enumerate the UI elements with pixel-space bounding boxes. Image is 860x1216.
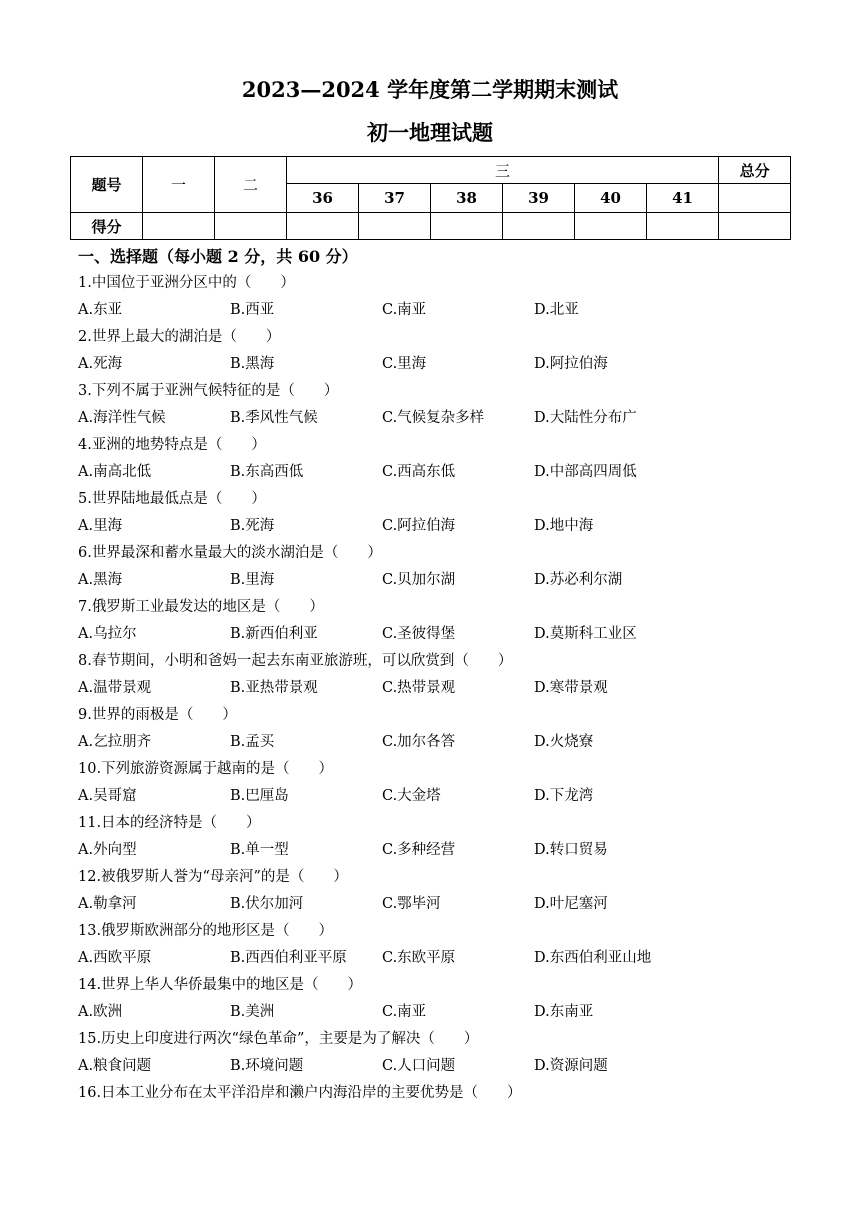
section-title: 一、选择题（每小题 2 分，共 60 分）: [78, 247, 358, 266]
option-d: D.北亚: [534, 302, 579, 318]
question-options: [78, 891, 798, 918]
option-a: A.外向型: [78, 842, 137, 858]
question-options: [78, 999, 798, 1026]
question-text: 1.中国位于亚洲分区中的（ ）: [78, 275, 295, 291]
question-list: [78, 270, 798, 1107]
score-cell: [359, 213, 431, 240]
question-options: [78, 351, 798, 378]
option-a: A.乞拉朋齐: [78, 734, 152, 750]
option-b: B.里海: [230, 572, 275, 588]
option-d: D.苏必利尔湖: [534, 572, 623, 588]
option-a: A.南高北低: [78, 464, 152, 480]
score-table-col-3: 三: [287, 157, 719, 184]
option-c: C.西高东低: [382, 464, 456, 480]
option-a: A.温带景观: [78, 680, 152, 696]
exam-subtitle: 初一地理试题: [367, 120, 493, 145]
option-a: A.海洋性气候: [78, 410, 166, 426]
option-c: C.东欧平原: [382, 950, 456, 966]
score-table-subcol: 39: [503, 184, 575, 213]
option-b: B.季风性气候: [230, 410, 318, 426]
question-options: [78, 837, 798, 864]
option-b: B.死海: [230, 518, 275, 534]
question-text: 9.世界的雨极是（ ）: [78, 707, 237, 723]
question-options: [78, 783, 798, 810]
score-table-label-score: 得分: [71, 213, 143, 240]
score-table: [70, 156, 791, 240]
option-d: D.地中海: [534, 518, 594, 534]
question-text: 11.日本的经济特是（ ）: [78, 815, 261, 831]
option-c: C.加尔各答: [382, 734, 456, 750]
option-a: A.黑海: [78, 572, 123, 588]
option-b: B.亚热带景观: [230, 680, 318, 696]
option-b: B.东高西低: [230, 464, 304, 480]
score-table-label-number: 题号: [71, 157, 143, 213]
question-options: [78, 513, 798, 540]
option-b: B.西亚: [230, 302, 275, 318]
option-d: D.东南亚: [534, 1004, 594, 1020]
score-cell: [503, 213, 575, 240]
option-c: C.气候复杂多样: [382, 410, 485, 426]
option-c: C.贝加尔湖: [382, 572, 456, 588]
option-d: D.转口贸易: [534, 842, 608, 858]
question-options: [78, 945, 798, 972]
score-table-col-2: 二: [215, 157, 287, 213]
option-b: B.黑海: [230, 356, 275, 372]
option-b: B.单一型: [230, 842, 289, 858]
option-c: C.多种经营: [382, 842, 456, 858]
question-text: 4.亚洲的地势特点是（ ）: [78, 437, 266, 453]
question-text: 7.俄罗斯工业最发达的地区是（ ）: [78, 599, 324, 615]
question-options: [78, 405, 798, 432]
option-c: C.圣彼得堡: [382, 626, 456, 642]
question-text: 16.日本工业分布在太平洋沿岸和濑户内海沿岸的主要优势是（ ）: [78, 1085, 522, 1101]
option-a: A.吴哥窟: [78, 788, 137, 804]
question-text: 15.历史上印度进行两次“绿色革命”，主要是为了解决（ ）: [78, 1031, 479, 1047]
score-cell: [143, 213, 215, 240]
question-options: [78, 459, 798, 486]
question-text: 14.世界上华人华侨最集中的地区是（ ）: [78, 977, 363, 993]
option-a: A.西欧平原: [78, 950, 152, 966]
score-cell: [719, 213, 791, 240]
option-b: B.孟买: [230, 734, 275, 750]
question-options: [78, 621, 798, 648]
option-d: D.叶尼塞河: [534, 896, 608, 912]
score-table-subcol: 40: [575, 184, 647, 213]
score-table-subcol: 41: [647, 184, 719, 213]
score-table-col-1: 一: [143, 157, 215, 213]
question-options: [78, 297, 798, 324]
exam-title: 2023—2024 学年度第二学期期末测试: [241, 77, 619, 102]
option-d: D.资源问题: [534, 1058, 608, 1074]
question-text: 5.世界陆地最低点是（ ）: [78, 491, 266, 507]
question-text: 8.春节期间，小明和爸妈一起去东南亚旅游班，可以欣赏到（ ）: [78, 653, 513, 669]
option-b: B.环境问题: [230, 1058, 304, 1074]
option-a: A.欧洲: [78, 1004, 123, 1020]
score-table-subcol: 38: [431, 184, 503, 213]
score-cell: [215, 213, 287, 240]
score-cell: [431, 213, 503, 240]
option-d: D.火烧寮: [534, 734, 594, 750]
score-table-total-cell: [719, 184, 791, 213]
question-text: 6.世界最深和蓄水量最大的淡水湖泊是（ ）: [78, 545, 382, 561]
option-b: B.伏尔加河: [230, 896, 304, 912]
option-c: C.南亚: [382, 1004, 427, 1020]
option-c: C.热带景观: [382, 680, 456, 696]
option-c: C.大金塔: [382, 788, 441, 804]
question-text: 13.俄罗斯欧洲部分的地形区是（ ）: [78, 923, 334, 939]
option-b: B.美洲: [230, 1004, 275, 1020]
question-options: [78, 1053, 798, 1080]
score-table-subcol: 36: [287, 184, 359, 213]
option-b: B.新西伯利亚: [230, 626, 318, 642]
score-cell: [647, 213, 719, 240]
option-a: A.死海: [78, 356, 123, 372]
option-d: D.东西伯利亚山地: [534, 950, 652, 966]
option-d: D.莫斯科工业区: [534, 626, 637, 642]
option-a: A.勒拿河: [78, 896, 137, 912]
score-table-subcol: 37: [359, 184, 431, 213]
score-cell: [575, 213, 647, 240]
question-text: 12.被俄罗斯人誉为“母亲河”的是（ ）: [78, 869, 348, 885]
option-b: B.巴厘岛: [230, 788, 289, 804]
option-c: C.里海: [382, 356, 427, 372]
question-options: [78, 567, 798, 594]
option-d: D.寒带景观: [534, 680, 608, 696]
question-text: 10.下列旅游资源属于越南的是（ ）: [78, 761, 334, 777]
score-table-col-total: 总分: [719, 157, 791, 184]
option-c: C.鄂毕河: [382, 896, 441, 912]
option-a: A.粮食问题: [78, 1058, 152, 1074]
option-d: D.中部高四周低: [534, 464, 637, 480]
score-cell: [287, 213, 359, 240]
option-a: A.里海: [78, 518, 123, 534]
option-d: D.下龙湾: [534, 788, 594, 804]
option-c: C.人口问题: [382, 1058, 456, 1074]
option-d: D.阿拉伯海: [534, 356, 608, 372]
option-c: C.南亚: [382, 302, 427, 318]
option-a: A.乌拉尔: [78, 626, 137, 642]
question-text: 2.世界上最大的湖泊是（ ）: [78, 329, 281, 345]
question-text: 3.下列不属于亚洲气候特征的是（ ）: [78, 383, 339, 399]
option-b: B.西西伯利亚平原: [230, 950, 347, 966]
option-c: C.阿拉伯海: [382, 518, 456, 534]
option-d: D.大陆性分布广: [534, 410, 637, 426]
question-options: [78, 675, 798, 702]
question-options: [78, 729, 798, 756]
option-a: A.东亚: [78, 302, 123, 318]
